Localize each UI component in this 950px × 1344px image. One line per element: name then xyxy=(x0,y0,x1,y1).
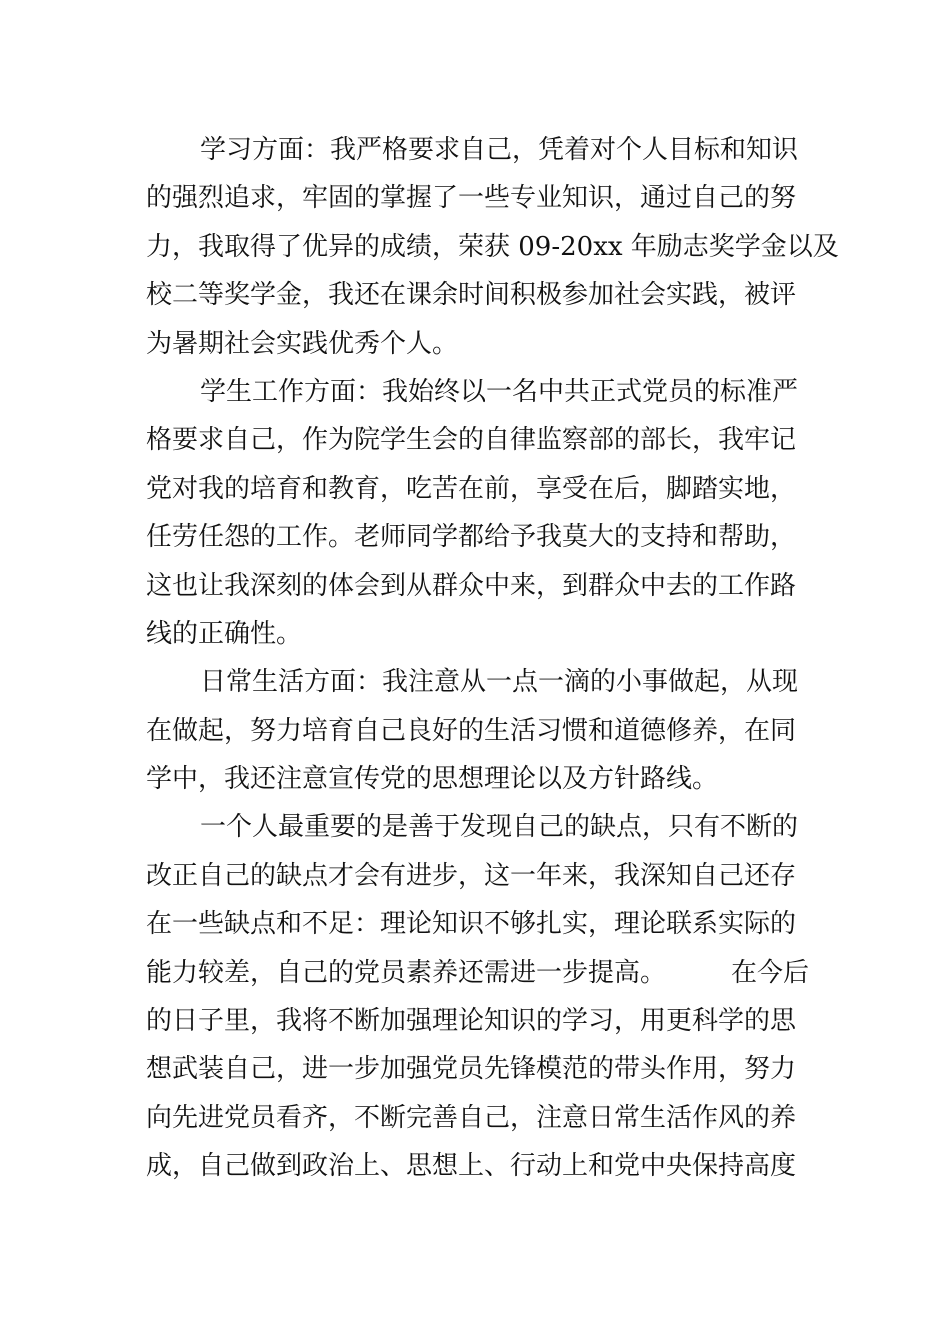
document-body xyxy=(146,126,839,1191)
text-line: 一个人最重要的是善于发现自己的缺点，只有不断的 xyxy=(200,812,799,843)
text-line: 学生工作方面：我始终以一名中共正式党员的标准严 xyxy=(200,376,799,407)
text-line: 改正自己的缺点才会有进步，这一年来，我深知自己还存 xyxy=(146,860,797,891)
text-line: 在做起，努力培育自己良好的生活习惯和道德修养，在同 xyxy=(146,715,797,746)
text-line: 在一些缺点和不足：理论知识不够扎实，理论联系实际的 xyxy=(146,909,797,940)
text-line: 为暑期社会实践优秀个人。 xyxy=(146,328,459,359)
text-line: 日常生活方面：我注意从一点一滴的小事做起，从现 xyxy=(200,667,799,698)
text-line: 力，我取得了优异的成绩，荣获 09-20xx 年励志奖学金以及 xyxy=(146,231,839,262)
text-line: 格要求自己，作为院学生会的自律监察部的部长，我牢记 xyxy=(146,425,797,456)
text-line: 任劳任怨的工作。老师同学都给予我莫大的支持和帮助， xyxy=(146,522,797,553)
text-line: 成，自己做到政治上、思想上、行动上和党中央保持高度 xyxy=(146,1151,797,1182)
text-line: 校二等奖学金，我还在课余时间积极参加社会实践，被评 xyxy=(146,280,797,311)
text-line: 学中，我还注意宣传党的思想理论以及方针路线。 xyxy=(146,764,719,795)
text-line: 想武装自己，进一步加强党员先锋模范的带头作用，努力 xyxy=(146,1054,797,1085)
text-line: 线的正确性。 xyxy=(146,618,303,649)
text-line: 能力较差，自己的党员素养还需进一步提高。 在今后 xyxy=(146,957,810,988)
text-line: 的强烈追求，牢固的掌握了一些专业知识，通过自己的努 xyxy=(146,183,797,214)
text-line: 向先进党员看齐，不断完善自己，注意日常生活作风的养 xyxy=(146,1102,797,1133)
text-line: 党对我的培育和教育，吃苦在前，享受在后，脚踏实地， xyxy=(146,473,797,504)
text-line: 这也让我深刻的体会到从群众中来，到群众中去的工作路 xyxy=(146,570,797,601)
text-line: 的日子里，我将不断加强理论知识的学习，用更科学的思 xyxy=(146,1006,797,1037)
text-line: 学习方面：我严格要求自己，凭着对个人目标和知识 xyxy=(200,135,799,165)
